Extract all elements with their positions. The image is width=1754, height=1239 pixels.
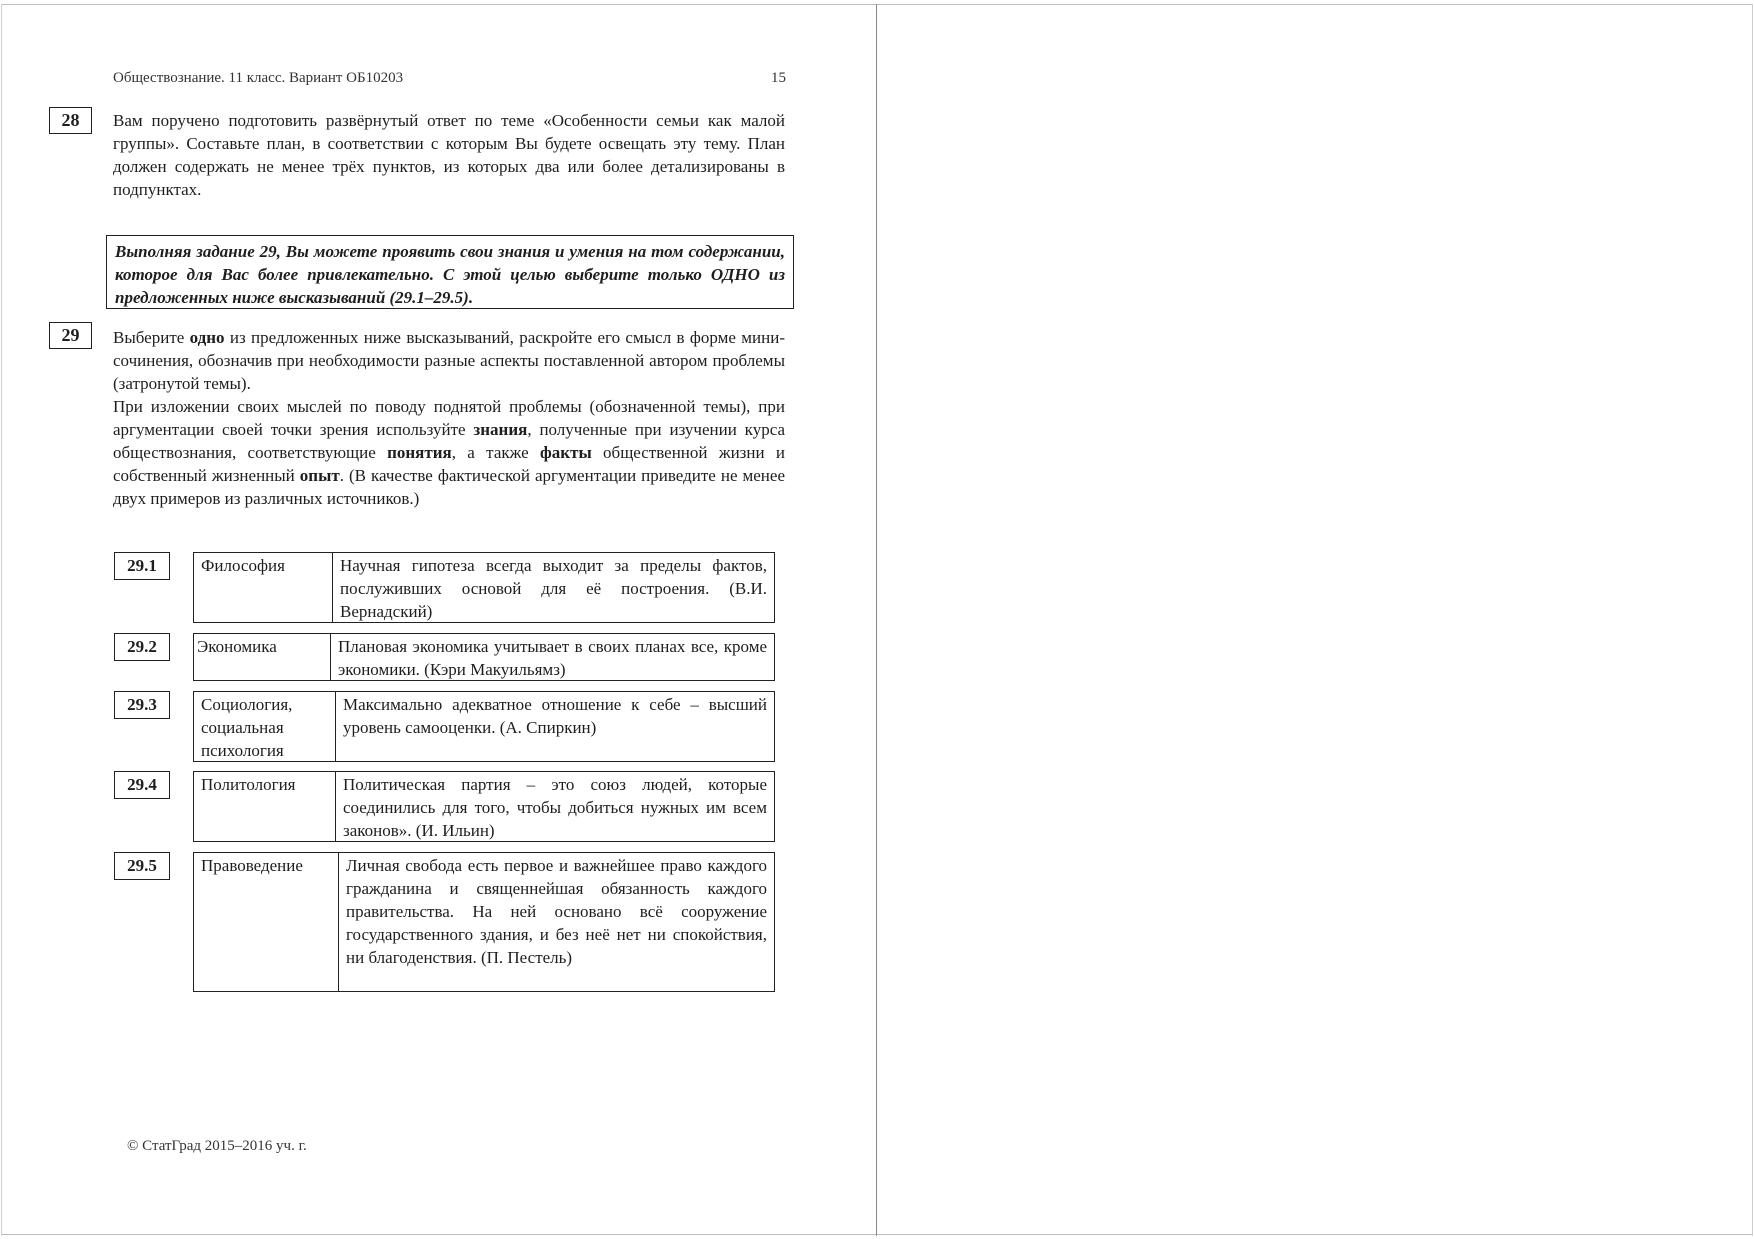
option-29-2-number: 29.2 — [114, 633, 170, 661]
question-28-text: Вам поручено подготовить развёрнутый ответ по теме «Особенности семьи как малой группы». Составьте план, в соответствии с которым Вы будете освещать эту тему. План должен содержать не менее трёх пунктов, из которых два или более детализированы в подпунктах. — [113, 111, 785, 199]
question-28-number: 28 — [49, 107, 92, 134]
option-29-2-subject: Экономика — [194, 634, 331, 680]
option-29-5-quote: Личная свобода есть первое и важнейшее право каждого гражданина и священнейшая обязанность каждого правительства. На ней основано всё сооружение государственного здания, и без неё нет ни спокойствия, ни благоденствия. (П. Пестель) — [346, 856, 767, 967]
page-header-title: Обществознание. 11 класс. Вариант ОБ10203 — [113, 70, 404, 86]
option-29-4-quote: Политическая партия – это союз людей, которые соединились для того, чтобы добиться нужных им всем законов». (И. Ильин) — [343, 775, 767, 840]
page-edge-right — [1752, 4, 1753, 1236]
question-29-paragraph-2: При изложении своих мыслей по поводу поднятой проблемы (обозначенной темы), при аргументации своей точки зрения используйте знания, полученные при изучении курса обществознания, соответствующие понятия, а также факты общественной жизни и собственный жизненный опыт. (В качестве фактической аргументации приведите не менее двух примеров из различных источников.) — [113, 397, 786, 508]
option-29-4-number: 29.4 — [114, 771, 170, 799]
option-29-5-number: 29.5 — [114, 852, 170, 880]
option-29-3-quote: Максимально адекватное отношение к себе – высший уровень самооценки. (А. Спиркин) — [343, 695, 767, 737]
question-29-paragraph-1: Выберите одно из предложенных ниже высказываний, раскройте его смысл в форме мини-сочинения, обозначив при необходимости разные аспекты поставленной автором проблемы (затронутой темы). — [113, 328, 785, 393]
option-29-5-subject: Правоведение — [194, 853, 339, 991]
option-29-2-quote: Плановая экономика учитывает в своих планах все, кроме экономики. (Кэри Макуильямз) — [338, 637, 767, 679]
page-edge-left — [1, 4, 2, 1236]
option-29-3 — [193, 691, 775, 762]
question-29-text — [113, 326, 785, 510]
task-29-notice: Выполняя задание 29, Вы можете проявить свои знания и умения на том содержании, которое для Вас более привлекательно. С этой целью выберите только ОДНО из предложенных ниже высказываний (29.1–29.5). — [106, 235, 794, 309]
option-29-4-subject: Политология — [194, 772, 336, 841]
question-29-number: 29 — [49, 322, 92, 349]
option-29-1 — [193, 552, 775, 623]
page-number: 15 — [771, 70, 786, 86]
page-divider — [876, 4, 877, 1236]
page-footer: © СтатГрад 2015–2016 уч. г. — [127, 1138, 307, 1154]
option-29-5 — [193, 852, 775, 992]
option-29-3-subject: Социология, социальная психология — [194, 692, 336, 761]
option-29-1-number: 29.1 — [114, 552, 170, 580]
option-29-4 — [193, 771, 775, 842]
option-29-2 — [193, 633, 775, 681]
option-29-1-quote: Научная гипотеза всегда выходит за пределы фактов, послуживших основой для её построения. (В.И. Вернадский) — [340, 556, 767, 621]
option-29-1-subject: Философия — [194, 553, 333, 622]
option-29-3-number: 29.3 — [114, 691, 170, 719]
